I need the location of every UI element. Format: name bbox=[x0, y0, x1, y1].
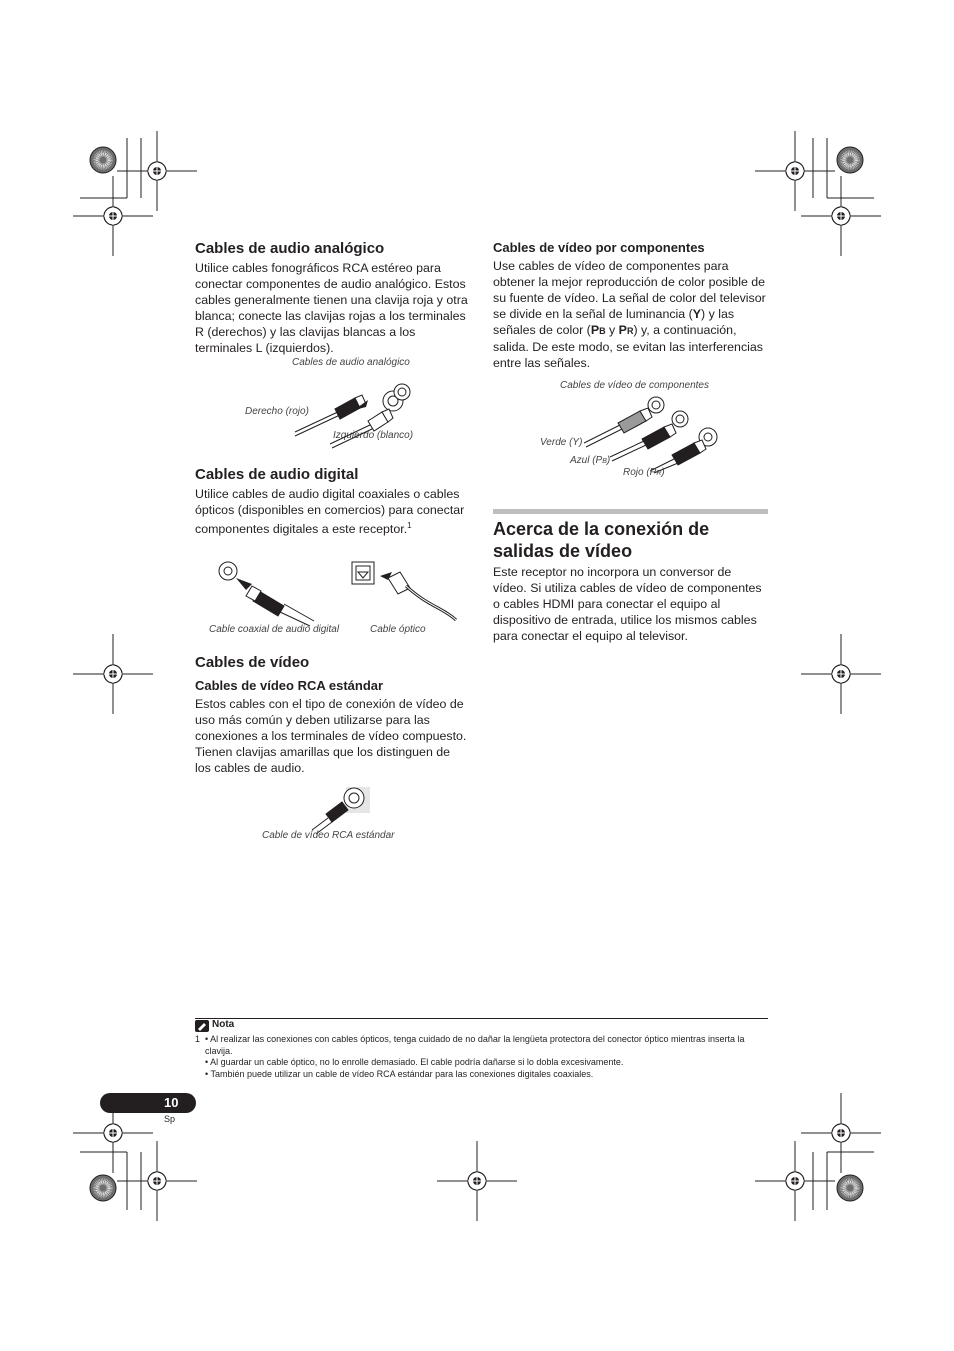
pr-symbol bbox=[619, 323, 634, 337]
component-body-4: ) y, a continuación, salida. De este modo, se evitan las interferencias entre las señales. bbox=[493, 323, 763, 370]
note-item: • También puede utilizar un cable de vídeo RCA estándar para las conexiones digitales coaxiales. bbox=[205, 1068, 594, 1079]
pb-symbol bbox=[591, 323, 606, 337]
green-y-label: Verde (Y) bbox=[540, 437, 583, 448]
note-number: 1 bbox=[195, 1034, 201, 1044]
pr-p: P bbox=[618, 323, 627, 337]
page-language: Sp bbox=[164, 1114, 176, 1124]
note-item: • Al realizar las conexiones con cables ópticos, tenga cuidado de no dañar la lengüeta protectora del conector óptico mientras inserta la clavija. bbox=[205, 1034, 745, 1056]
page-number-tab bbox=[100, 1093, 196, 1113]
analog-figure-title: Cables de audio analógico bbox=[292, 357, 410, 368]
blue-label-close: ) bbox=[606, 455, 611, 466]
red-label-close: ) bbox=[661, 467, 665, 478]
coaxial-label: Cable coaxial de audio digital bbox=[209, 624, 340, 635]
component-body-1: Use cables de vídeo de componentes para obtener la mejor reproducción de color posible de su fuente de vídeo. La señal de color del televisor se divide en la señal de luminancia ( bbox=[493, 259, 766, 321]
blue-label-text: Azul (P bbox=[570, 455, 603, 466]
digital-audio-body bbox=[195, 486, 469, 537]
optical-label: Cable óptico bbox=[370, 624, 426, 635]
analog-label-left: Izquierdo (blanco) bbox=[333, 430, 414, 441]
blue-pb-label bbox=[570, 455, 610, 466]
note-title: Nota bbox=[212, 1019, 235, 1030]
note-rule bbox=[195, 1018, 768, 1019]
digital-audio-body-text: Utilice cables de audio digital coaxiales o cables ópticos (disponibles en comercios) para conectar componentes digitales a este receptor. bbox=[195, 487, 465, 537]
rca-video-heading: Cables de vídeo RCA estándar bbox=[195, 678, 384, 693]
component-video-body bbox=[493, 258, 768, 371]
digital-audio-heading: Cables de audio digital bbox=[195, 466, 359, 483]
pb-sub: B bbox=[599, 326, 606, 336]
section-rule bbox=[493, 509, 768, 514]
component-video-heading: Cables de vídeo por componentes bbox=[493, 240, 705, 255]
rca-video-illustration bbox=[310, 782, 380, 837]
component-body-3: y bbox=[605, 323, 619, 337]
note-item: • Al guardar un cable óptico, no lo enrolle demasiado. El cable podría dañarse si lo dobla excesivamente. bbox=[205, 1057, 624, 1067]
analog-audio-body: Utilice cables fonográficos RCA estéreo para conectar componentes de audio analógico. Estos cables generalmente tienen una clavija roja y otra blanca; conecte las clavijas rojas a los terminales R (derechos) y las clavijas blancas a los terminales L (izquierdos). bbox=[195, 261, 468, 355]
component-body-2: ) y las señales de color ( bbox=[493, 307, 735, 337]
note-list bbox=[205, 1034, 770, 1080]
analog-cable-illustration bbox=[290, 374, 440, 454]
blue-label-sub: B bbox=[602, 458, 607, 465]
pr-sub: R bbox=[626, 326, 634, 336]
pb-p: P bbox=[590, 323, 600, 337]
note-pencil-icon bbox=[195, 1020, 209, 1032]
component-figure-title: Cables de vídeo de componentes bbox=[560, 380, 709, 391]
luminance-y: Y bbox=[692, 307, 702, 321]
analog-label-right: Derecho (rojo) bbox=[245, 406, 309, 417]
red-label-sub: R bbox=[656, 470, 662, 477]
video-cables-heading: Cables de vídeo bbox=[195, 654, 310, 671]
video-output-heading: Acerca de la conexión de salidas de vídeo bbox=[493, 519, 710, 561]
red-label-text: Rojo (P bbox=[623, 467, 657, 478]
rca-video-body: Estos cables con el tipo de conexión de vídeo de uso más común y deben utilizarse para las conexiones a los terminales de vídeo compuesto. Tienen clavijas amarillas que los distinguen de los cables de audio. bbox=[195, 697, 467, 775]
optical-cable-illustration bbox=[348, 558, 463, 628]
coaxial-cable-illustration bbox=[214, 556, 324, 626]
rca-video-label: Cable de vídeo RCA estándar bbox=[262, 830, 395, 841]
red-pr-label bbox=[623, 467, 665, 478]
page-number: 10 bbox=[164, 1095, 179, 1110]
video-output-body: Este receptor no incorpora un conversor de vídeo. Si utiliza cables de vídeo de componentes o cables HDMI para conectar el equipo al dispositivo de entrada, utilice los mismos cables para conectar el equipo al televisor. bbox=[493, 565, 762, 643]
analog-audio-heading: Cables de audio analógico bbox=[195, 240, 385, 257]
footnote-ref: 1 bbox=[407, 521, 412, 530]
